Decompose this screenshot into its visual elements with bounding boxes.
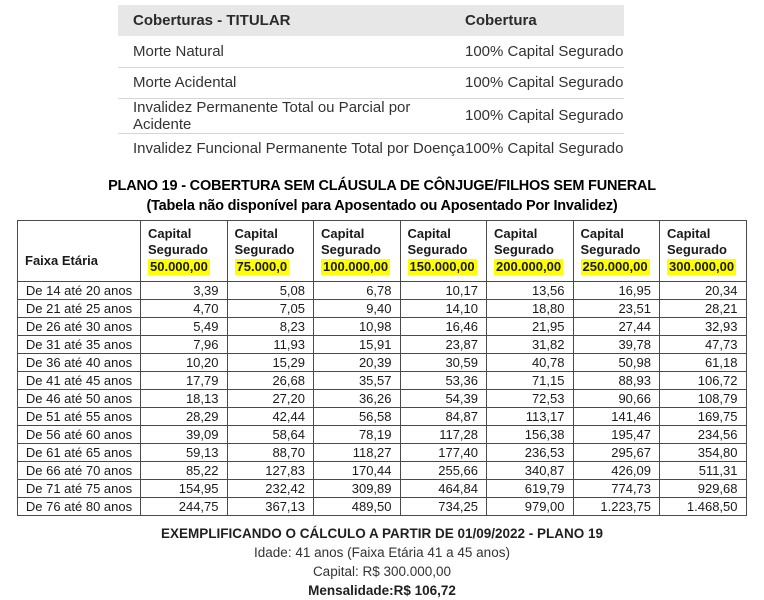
capital-label-line1: Capital xyxy=(407,226,451,241)
premium-cell: 232,42 xyxy=(227,480,314,498)
premium-cell: 21,95 xyxy=(487,318,574,336)
coverage-name: Morte Acidental xyxy=(133,74,237,91)
premium-cell: 85,22 xyxy=(141,462,228,480)
coverage-value: 100% Capital Segurado xyxy=(465,140,624,158)
premium-cell: 108,79 xyxy=(660,390,747,408)
premium-cell: 71,15 xyxy=(487,372,574,390)
age-band-cell: De 46 até 50 anos xyxy=(18,390,141,408)
premium-cell: 244,75 xyxy=(141,498,228,516)
premium-cell: 6,78 xyxy=(314,282,401,300)
premium-cell: 10,20 xyxy=(141,354,228,372)
premium-cell: 170,44 xyxy=(314,462,401,480)
capital-label-line2: Segurado xyxy=(580,242,641,257)
rate-row xyxy=(18,318,747,336)
premium-cell: 27,44 xyxy=(573,318,660,336)
coverage-row xyxy=(118,98,624,133)
premium-cell: 3,39 xyxy=(141,282,228,300)
coverage-table-head xyxy=(118,5,624,36)
premium-cell: 58,64 xyxy=(227,426,314,444)
premium-cell: 39,09 xyxy=(141,426,228,444)
premium-cell: 118,27 xyxy=(314,444,401,462)
capital-value-highlight: 50.000,00 xyxy=(150,259,208,274)
premium-cell: 53,36 xyxy=(400,372,487,390)
rate-row xyxy=(18,372,747,390)
premium-cell: 169,75 xyxy=(660,408,747,426)
premium-cell: 117,28 xyxy=(400,426,487,444)
rate-row xyxy=(18,498,747,516)
premium-cell: 367,13 xyxy=(227,498,314,516)
premium-cell: 40,78 xyxy=(487,354,574,372)
premium-cell: 5,49 xyxy=(141,318,228,336)
coverage-name: Invalidez Permanente Total ou Parcial por Acidente xyxy=(133,98,411,133)
capital-label-line2: Segurado xyxy=(667,242,727,257)
premium-cell: 32,93 xyxy=(660,318,747,336)
premium-cell: 309,89 xyxy=(314,480,401,498)
age-band-cell: De 14 até 20 anos xyxy=(18,282,141,300)
premium-cell: 489,50 xyxy=(314,498,401,516)
premium-cell: 20,39 xyxy=(314,354,401,372)
premium-cell: 156,38 xyxy=(487,426,574,444)
coverage-value: 100% Capital Segurado xyxy=(465,74,624,91)
premium-cell: 47,73 xyxy=(660,336,747,354)
age-band-cell: De 41 até 45 anos xyxy=(18,372,141,390)
premium-cell: 734,25 xyxy=(400,498,487,516)
example-title: EXEMPLIFICANDO O CÁLCULO A PARTIR DE 01/09/2022 - PLANO 19 xyxy=(160,526,604,541)
premium-cell: 90,66 xyxy=(573,390,660,408)
capital-label-line2: Segurado xyxy=(321,242,381,257)
premium-cell: 354,80 xyxy=(660,444,747,462)
premium-cell: 28,29 xyxy=(141,408,228,426)
capital-label-line1: Capital xyxy=(234,226,278,241)
premium-cell: 619,79 xyxy=(487,480,574,498)
premium-cell: 78,19 xyxy=(314,426,401,444)
premium-cell: 295,67 xyxy=(573,444,660,462)
capital-value-highlight: 250.000,00 xyxy=(582,259,648,274)
premium-cell: 14,10 xyxy=(400,300,487,318)
capital-header-cell xyxy=(314,221,401,282)
capital-header-cell xyxy=(141,221,228,282)
coverage-header-row xyxy=(118,5,624,36)
capital-header-cell xyxy=(660,221,747,282)
premium-cell: 5,08 xyxy=(227,282,314,300)
rate-row xyxy=(18,390,747,408)
capital-header-cell xyxy=(400,221,487,282)
capital-header-cell xyxy=(227,221,314,282)
rate-row xyxy=(18,282,747,300)
premium-cell: 511,31 xyxy=(660,462,747,480)
premium-cell: 195,47 xyxy=(573,426,660,444)
premium-cell: 30,59 xyxy=(400,354,487,372)
coverage-row xyxy=(118,36,624,67)
premium-cell: 23,87 xyxy=(400,336,487,354)
age-band-cell: De 31 até 35 anos xyxy=(18,336,141,354)
premium-cell: 4,70 xyxy=(141,300,228,318)
capital-value-highlight: 200.000,00 xyxy=(496,259,562,274)
coverage-name: Morte Natural xyxy=(133,42,224,60)
premium-cell: 35,57 xyxy=(314,372,401,390)
rate-row xyxy=(18,408,747,426)
premium-cell: 16,95 xyxy=(573,282,660,300)
premium-cell: 234,56 xyxy=(660,426,747,444)
premium-cell: 11,93 xyxy=(227,336,314,354)
coverage-row xyxy=(118,67,624,98)
premium-cell: 464,84 xyxy=(400,480,487,498)
premium-cell: 106,72 xyxy=(660,372,747,390)
rate-table-body xyxy=(18,282,747,516)
age-band-cell: De 66 até 70 anos xyxy=(18,462,141,480)
premium-cell: 16,46 xyxy=(400,318,487,336)
premium-cell: 255,66 xyxy=(400,462,487,480)
premium-cell: 61,18 xyxy=(660,354,747,372)
premium-cell: 154,95 xyxy=(141,480,228,498)
premium-cell: 26,68 xyxy=(227,372,314,390)
example-block xyxy=(0,524,764,600)
premium-cell: 127,83 xyxy=(227,462,314,480)
capital-label-line2: Segurado xyxy=(148,242,208,257)
premium-cell: 36,26 xyxy=(314,390,401,408)
capital-value-highlight: 150.000,00 xyxy=(409,259,475,274)
premium-cell: 10,98 xyxy=(314,318,401,336)
premium-cell: 42,44 xyxy=(227,408,314,426)
rate-row xyxy=(18,480,747,498)
age-band-cell: De 61 até 65 anos xyxy=(18,444,141,462)
premium-cell: 59,13 xyxy=(141,444,228,462)
age-band-header: Faixa Etária xyxy=(18,221,141,282)
capital-header-cell xyxy=(487,221,574,282)
rate-row xyxy=(18,354,747,372)
premium-cell: 9,40 xyxy=(314,300,401,318)
plan-title xyxy=(0,176,764,216)
example-mensalidade: Mensalidade:R$ 106,72 xyxy=(308,583,456,598)
premium-cell: 18,13 xyxy=(141,390,228,408)
coverage-row xyxy=(118,133,624,164)
premium-cell: 774,73 xyxy=(573,480,660,498)
premium-cell: 177,40 xyxy=(400,444,487,462)
premium-cell: 236,53 xyxy=(487,444,574,462)
premium-cell: 7,05 xyxy=(227,300,314,318)
premium-cell: 13,56 xyxy=(487,282,574,300)
premium-cell: 113,17 xyxy=(487,408,574,426)
capital-value-highlight: 75.000,0 xyxy=(236,259,288,274)
coverage-value: 100% Capital Segurado xyxy=(465,107,624,124)
example-capital: Capital: R$ 300.000,00 xyxy=(312,564,452,579)
premium-cell: 54,39 xyxy=(400,390,487,408)
premium-cell: 88,70 xyxy=(227,444,314,462)
age-band-cell: De 71 até 75 anos xyxy=(18,480,141,498)
coverage-header-cobertura: Cobertura xyxy=(465,5,624,36)
rate-table-header-row xyxy=(18,221,747,282)
premium-cell: 72,53 xyxy=(487,390,574,408)
capital-value-highlight: 100.000,00 xyxy=(323,259,389,274)
premium-cell: 88,93 xyxy=(573,372,660,390)
rate-row xyxy=(18,426,747,444)
premium-cell: 28,21 xyxy=(660,300,747,318)
premium-cell: 39,78 xyxy=(573,336,660,354)
capital-label-line1: Capital xyxy=(494,226,538,241)
premium-cell: 7,96 xyxy=(141,336,228,354)
rate-row xyxy=(18,300,747,318)
coverage-table-body xyxy=(118,36,624,164)
example-idade: Idade: 41 anos (Faixa Etária 41 a 45 anos) xyxy=(254,545,510,560)
premium-cell: 10,17 xyxy=(400,282,487,300)
premium-cell: 56,58 xyxy=(314,408,401,426)
age-band-cell: De 26 até 30 anos xyxy=(18,318,141,336)
rate-row xyxy=(18,444,747,462)
premium-cell: 84,87 xyxy=(400,408,487,426)
premium-cell: 17,79 xyxy=(141,372,228,390)
premium-cell: 50,98 xyxy=(573,354,660,372)
premium-cell: 27,20 xyxy=(227,390,314,408)
plan-title-line1: PLANO 19 - COBERTURA SEM CLÁUSULA DE CÔNJUGE/FILHOS SEM FUNERAL xyxy=(108,178,656,194)
rate-table xyxy=(17,220,747,516)
rate-table-head xyxy=(18,221,747,282)
premium-cell: 15,29 xyxy=(227,354,314,372)
capital-label-line1: Capital xyxy=(667,226,711,241)
premium-cell: 141,46 xyxy=(573,408,660,426)
coverage-table xyxy=(118,5,624,164)
coverage-value: 100% Capital Segurado xyxy=(465,42,624,60)
premium-cell: 340,87 xyxy=(487,462,574,480)
plan-title-line2: (Tabela não disponível para Aposentado ou Aposentado Por Invalidez) xyxy=(146,198,618,214)
premium-cell: 20,34 xyxy=(660,282,747,300)
premium-cell: 426,09 xyxy=(573,462,660,480)
capital-label-line1: Capital xyxy=(148,226,192,241)
capital-value-highlight: 300.000,00 xyxy=(669,259,735,274)
premium-cell: 31,82 xyxy=(487,336,574,354)
age-band-cell: De 51 até 55 anos xyxy=(18,408,141,426)
capital-header-cell xyxy=(573,221,660,282)
coverage-name: Invalidez Funcional Permanente Total por Doença xyxy=(133,140,465,158)
coverage-header-titular: Coberturas - TITULAR xyxy=(118,5,465,36)
rate-row xyxy=(18,462,747,480)
capital-label-line1: Capital xyxy=(580,226,624,241)
capital-label-line2: Segurado xyxy=(407,242,468,257)
age-band-cell: De 56 até 60 anos xyxy=(18,426,141,444)
premium-cell: 8,23 xyxy=(227,318,314,336)
age-band-cell: De 21 até 25 anos xyxy=(18,300,141,318)
capital-label-line2: Segurado xyxy=(234,242,295,257)
premium-cell: 929,68 xyxy=(660,480,747,498)
premium-cell: 979,00 xyxy=(487,498,574,516)
premium-cell: 18,80 xyxy=(487,300,574,318)
capital-label-line1: Capital xyxy=(321,226,365,241)
capital-label-line2: Segurado xyxy=(494,242,554,257)
premium-cell: 15,91 xyxy=(314,336,401,354)
age-band-cell: De 76 até 80 anos xyxy=(18,498,141,516)
rate-row xyxy=(18,336,747,354)
age-band-cell: De 36 até 40 anos xyxy=(18,354,141,372)
premium-cell: 23,51 xyxy=(573,300,660,318)
premium-cell: 1.468,50 xyxy=(660,498,747,516)
premium-cell: 1.223,75 xyxy=(573,498,660,516)
